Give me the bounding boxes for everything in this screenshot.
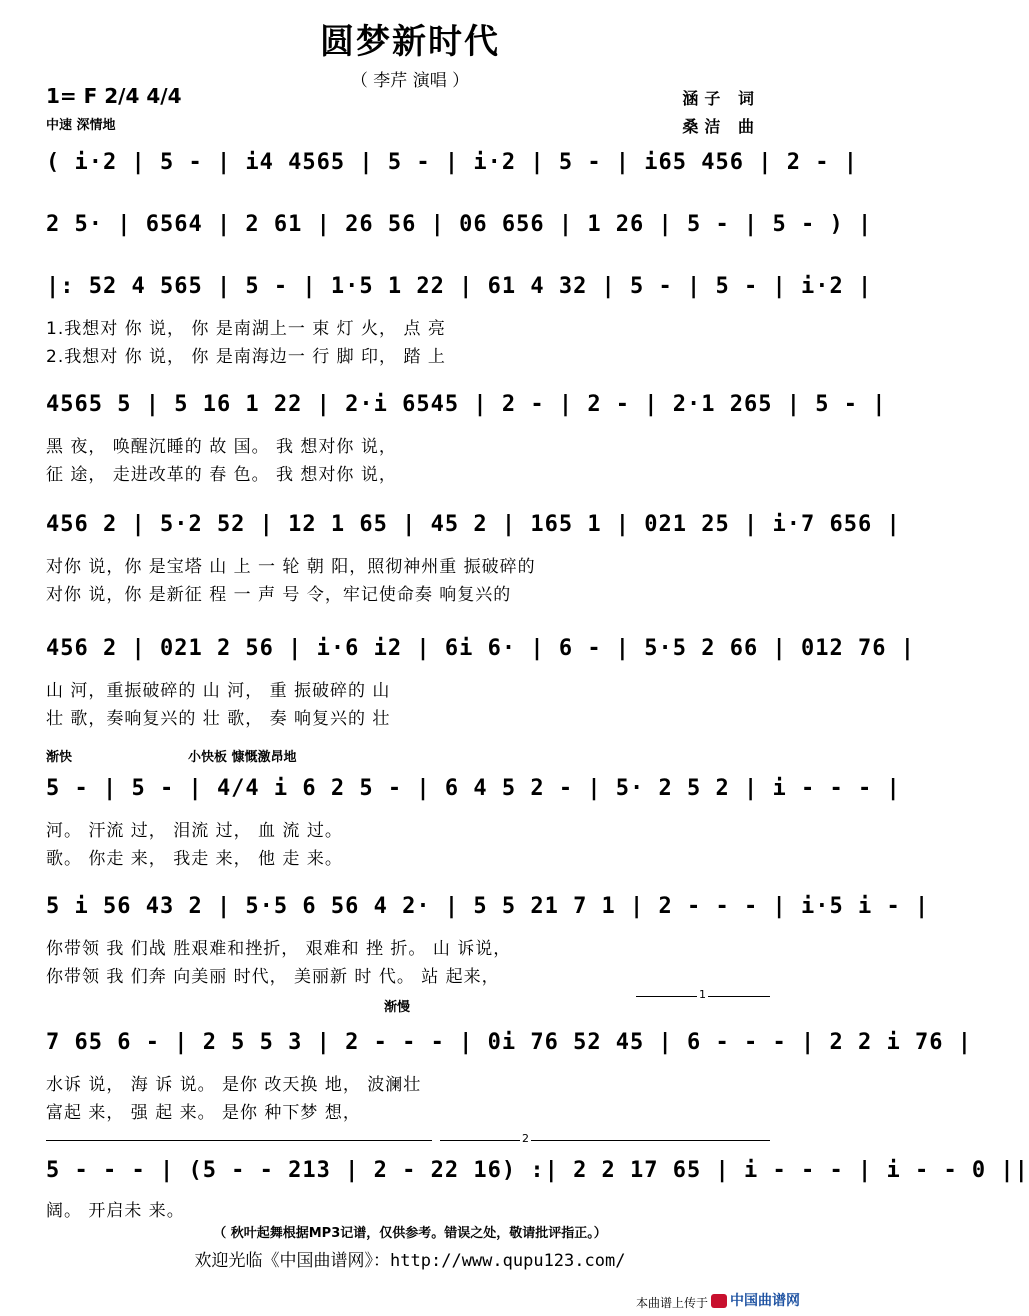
lyricist-credit: 涵子 词	[682, 89, 760, 108]
lyric-line: 富起 来， 强 起 来。 是你 种下梦 想，	[46, 1103, 361, 1123]
lyric-line: 阔。 开启未 来。	[46, 1201, 185, 1221]
score-title: 圆梦新时代	[320, 22, 500, 62]
notation-line-3: |: 52 4 565 | 5 - | 1·5 1 22 | 61 4 32 | 5 - | 5 - | i·2 |	[46, 274, 873, 299]
notation-line-2: 2 5· | 6564 | 2 61 | 26 56 | 06 656 | 1 26 | 5 - | 5 - ) |	[46, 212, 873, 237]
lyric-line: 河。 汗流 过， 泪流 过， 血 流 过。	[46, 821, 343, 841]
logo-icon	[711, 1294, 727, 1308]
notation-line-5: 456 2 | 5·2 52 | 12 1 65 | 45 2 | 165 1 | 021 25 | i·7 656 |	[46, 512, 901, 537]
lyric-line: 1.我想对 你 说， 你 是南湖上一 束 灯 火， 点 亮	[46, 319, 446, 339]
lyric-line: 你带领 我 们战 胜艰难和挫折， 艰难和 挫 折。 山 诉说，	[46, 939, 512, 959]
second-ending-bracket	[440, 1140, 770, 1141]
notation-line-1: ( i·2 | 5 - | i4 4565 | 5 - | i·2 | 5 - | i65 456 | 2 - |	[46, 150, 858, 175]
lyric-line: 你带领 我 们奔 向美丽 时代， 美丽新 时 代。 站 起来，	[46, 967, 500, 987]
notation-line-4: 4565 5 | 5 16 1 22 | 2·i 6545 | 2 - | 2 - | 2·1 265 | 5 - |	[46, 392, 887, 417]
lyric-line: 对你 说，你 是宝塔 山 上 一 轮 朝 阳，照彻神州重 振破碎的	[46, 557, 536, 577]
first-ending-number: 1	[699, 988, 706, 1001]
notation-line-8: 5 i 56 43 2 | 5·5 6 56 4 2· | 5 5 21 7 1 | 2 - - - | i·5 i - |	[46, 894, 930, 919]
composer-credit: 桑洁 曲	[682, 117, 760, 136]
accelerando-marking: 渐快	[46, 750, 73, 765]
lyric-line: 黑 夜， 唤醒沉睡的 故 国。 我 想对你 说，	[46, 437, 397, 457]
lyric-line: 2.我想对 你 说， 你 是南海边一 行 脚 印， 踏 上	[46, 347, 446, 367]
logo-text: 中国曲谱网	[730, 1293, 800, 1309]
key-signature: 1= F 2/4 4/4	[46, 84, 182, 108]
second-ending-number: 2	[522, 1132, 529, 1145]
lyric-line: 歌。 你走 来， 我走 来， 他 走 来。	[46, 849, 343, 869]
notation-line-10: 5 - - - | (5 - - 213 | 2 - 22 16) :| 2 2 17 65 | i - - - | i - - 0 ||	[46, 1158, 1029, 1183]
lyric-line: 征 途， 走进改革的 春 色。 我 想对你 说，	[46, 465, 397, 485]
allegretto-marking: 小快板 慷慨激昂地	[188, 750, 297, 765]
lyric-line: 水诉 说， 海 诉 说。 是你 改天换 地， 波澜壮	[46, 1075, 422, 1095]
first-ending-continuation	[46, 1140, 432, 1141]
notation-line-7: 5 - | 5 - | 4/4 i 6 2 5 - | 6 4 5 2 - | 5· 2 5 2 | i - - - |	[46, 776, 901, 801]
lyric-line: 壮 歌，奏响复兴的 壮 歌， 奏 响复兴的 壮	[46, 709, 391, 729]
tempo-marking: 中速 深情地	[46, 118, 116, 133]
lyric-line: 对你 说，你 是新征 程 一 声 号 令，牢记使命奏 响复兴的	[46, 585, 512, 605]
upload-label: 本曲谱上传于	[635, 1296, 708, 1310]
site-logo	[711, 1290, 800, 1310]
notation-line-9: 7 65 6 - | 2 5 5 3 | 2 - - - | 0i 76 52 45 | 6 - - - | 2 2 i 76 |	[46, 1030, 972, 1055]
lyric-line: 山 河，重振破碎的 山 河， 重 振破碎的 山	[46, 681, 391, 701]
notation-line-6: 456 2 | 021 2 56 | i·6 i2 | 6i 6· | 6 - | 5·5 2 66 | 012 76 |	[46, 636, 915, 661]
ritardando-marking: 渐慢	[384, 1000, 411, 1015]
transcription-note: （ 秋叶起舞根据MP3记谱，仅供参考。错误之处，敬请批评指正。）	[213, 1226, 607, 1241]
performer-line: （ 李芹 演唱 ）	[350, 71, 470, 91]
site-url[interactable]: 欢迎光临《中国曲谱网》：http://www.qupu123.com/	[194, 1251, 626, 1271]
